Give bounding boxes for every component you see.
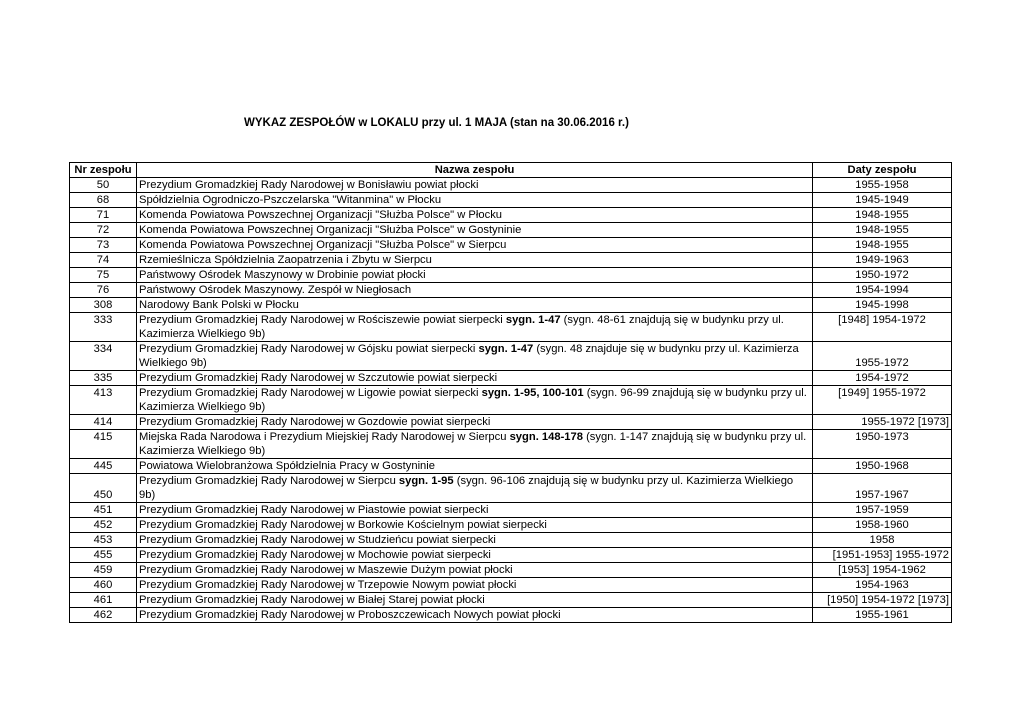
cell-nr: 50	[70, 178, 137, 193]
cell-dates: 1954-1972	[813, 371, 952, 386]
cell-dates: [1948] 1954-1972	[813, 313, 952, 342]
name-text: Prezydium Gromadzkiej Rady Narodowej w Ligowie powiat sierpecki	[139, 387, 482, 399]
cell-nr: 452	[70, 518, 137, 533]
cell-name: Komenda Powiatowa Powszechnej Organizacji "Służba Polsce" w Płocku	[137, 208, 813, 223]
table-row	[70, 548, 952, 563]
cell-nr: 71	[70, 208, 137, 223]
cell-name	[137, 342, 813, 371]
name-note: (sygn. 1-147 znajdują się w budynku przy ul. Kazimierza Wielkiego 9b)	[139, 431, 807, 457]
table-row	[70, 430, 952, 459]
cell-nr: 451	[70, 503, 137, 518]
cell-dates: 1955-1972	[813, 342, 952, 371]
cell-dates: 1950-1973	[813, 430, 952, 459]
name-note: (sygn. 48-61 znajdują się w budynku przy ul. Kazimierza Wielkiego 9b)	[139, 314, 784, 340]
cell-dates: 1948-1955	[813, 223, 952, 238]
table-row	[70, 178, 952, 193]
table-row	[70, 268, 952, 283]
signature-range: sygn. 1-47	[505, 314, 561, 326]
table-row	[70, 313, 952, 342]
cell-nr: 333	[70, 313, 137, 342]
table-header-row	[70, 163, 952, 178]
cell-name: Prezydium Gromadzkiej Rady Narodowej w Piastowie powiat sierpecki	[137, 503, 813, 518]
cell-dates: 1950-1972	[813, 268, 952, 283]
table-row	[70, 578, 952, 593]
cell-dates: 1945-1949	[813, 193, 952, 208]
table-row	[70, 608, 952, 623]
table-row	[70, 503, 952, 518]
cell-name: Spółdzielnia Ogrodniczo-Pszczelarska "Witanmina" w Płocku	[137, 193, 813, 208]
cell-name: Prezydium Gromadzkiej Rady Narodowej w Białej Starej powiat płocki	[137, 593, 813, 608]
document-title: WYKAZ ZESPOŁÓW w LOKALU przy ul. 1 MAJA (stan na 30.06.2016 r.)	[244, 117, 629, 129]
cell-name: Prezydium Gromadzkiej Rady Narodowej w Proboszczewicach Nowych powiat płocki	[137, 608, 813, 623]
cell-name: Prezydium Gromadzkiej Rady Narodowej w Studzieńcu powiat sierpecki	[137, 533, 813, 548]
table-row	[70, 223, 952, 238]
cell-name	[137, 430, 813, 459]
header-nr: Nr zespołu	[70, 163, 137, 178]
name-text: Miejska Rada Narodowa i Prezydium Miejskiej Rady Narodowej w Sierpcu	[139, 431, 510, 443]
table-row	[70, 193, 952, 208]
table-row	[70, 283, 952, 298]
cell-dates: [1950] 1954-1972 [1973]	[813, 593, 952, 608]
name-text: Prezydium Gromadzkiej Rady Narodowej w Sierpcu	[139, 475, 399, 487]
cell-nr: 308	[70, 298, 137, 313]
cell-nr: 413	[70, 386, 137, 415]
cell-name: Prezydium Gromadzkiej Rady Narodowej w Borkowie Kościelnym powiat sierpecki	[137, 518, 813, 533]
header-name: Nazwa zespołu	[137, 163, 813, 178]
cell-name: Komenda Powiatowa Powszechnej Organizacji "Służba Polsce" w Gostyninie	[137, 223, 813, 238]
cell-nr: 72	[70, 223, 137, 238]
cell-dates: 1957-1959	[813, 503, 952, 518]
name-text: Prezydium Gromadzkiej Rady Narodowej w Gójsku powiat sierpecki	[139, 343, 479, 355]
table-row	[70, 208, 952, 223]
cell-name: Prezydium Gromadzkiej Rady Narodowej w Mochowie powiat sierpecki	[137, 548, 813, 563]
cell-nr: 414	[70, 415, 137, 430]
signature-range: sygn. 148-178	[509, 431, 583, 443]
cell-dates: 1958	[813, 533, 952, 548]
cell-dates: 1957-1967	[813, 474, 952, 503]
signature-range: sygn. 1-95	[398, 475, 454, 487]
table-row	[70, 253, 952, 268]
table-row	[70, 474, 952, 503]
fonds-table	[69, 162, 952, 623]
cell-dates: 1955-1961	[813, 608, 952, 623]
cell-dates: 1954-1963	[813, 578, 952, 593]
cell-nr: 461	[70, 593, 137, 608]
cell-nr: 415	[70, 430, 137, 459]
table-row	[70, 533, 952, 548]
cell-nr: 453	[70, 533, 137, 548]
cell-dates: 1958-1960	[813, 518, 952, 533]
cell-dates: [1953] 1954-1962	[813, 563, 952, 578]
name-note: (sygn. 48 znajduje się w budynku przy ul. Kazimierza Wielkiego 9b)	[139, 343, 799, 369]
cell-name: Powiatowa Wielobranżowa Spółdzielnia Pracy w Gostyninie	[137, 459, 813, 474]
cell-name: Prezydium Gromadzkiej Rady Narodowej w Bonisławiu powiat płocki	[137, 178, 813, 193]
cell-dates: 1949-1963	[813, 253, 952, 268]
cell-nr: 334	[70, 342, 137, 371]
cell-nr: 75	[70, 268, 137, 283]
cell-name: Rzemieślnicza Spółdzielnia Zaopatrzenia i Zbytu w Sierpcu	[137, 253, 813, 268]
cell-name: Prezydium Gromadzkiej Rady Narodowej w Gozdowie powiat sierpecki	[137, 415, 813, 430]
cell-nr: 76	[70, 283, 137, 298]
table-row	[70, 593, 952, 608]
cell-dates: 1955-1958	[813, 178, 952, 193]
cell-nr: 74	[70, 253, 137, 268]
table-row	[70, 386, 952, 415]
signature-range: sygn. 1-47	[478, 343, 534, 355]
table-row	[70, 342, 952, 371]
cell-name: Prezydium Gromadzkiej Rady Narodowej w Trzepowie Nowym powiat płocki	[137, 578, 813, 593]
cell-nr: 459	[70, 563, 137, 578]
cell-dates: [1951-1953] 1955-1972	[813, 548, 952, 563]
cell-nr: 450	[70, 474, 137, 503]
cell-nr: 455	[70, 548, 137, 563]
cell-name	[137, 313, 813, 342]
table-row	[70, 238, 952, 253]
cell-nr: 73	[70, 238, 137, 253]
cell-dates: 1945-1998	[813, 298, 952, 313]
cell-dates: 1954-1994	[813, 283, 952, 298]
cell-dates: 1950-1968	[813, 459, 952, 474]
cell-dates: 1948-1955	[813, 238, 952, 253]
cell-name	[137, 386, 813, 415]
signature-range: sygn. 1-95, 100-101	[481, 387, 584, 399]
header-dates: Daty zespołu	[813, 163, 952, 178]
table-row	[70, 563, 952, 578]
cell-name: Państwowy Ośrodek Maszynowy w Drobinie powiat płocki	[137, 268, 813, 283]
cell-name	[137, 474, 813, 503]
cell-nr: 445	[70, 459, 137, 474]
cell-name: Prezydium Gromadzkiej Rady Narodowej w Maszewie Dużym powiat płocki	[137, 563, 813, 578]
name-note: (sygn. 96-106 znajdują się w budynku przy ul. Kazimierza Wielkiego 9b)	[139, 475, 794, 501]
cell-nr: 68	[70, 193, 137, 208]
table-row	[70, 518, 952, 533]
table-row	[70, 415, 952, 430]
cell-nr: 462	[70, 608, 137, 623]
cell-dates: 1955-1972 [1973]	[813, 415, 952, 430]
table-row	[70, 459, 952, 474]
cell-name: Narodowy Bank Polski w Płocku	[137, 298, 813, 313]
cell-nr: 460	[70, 578, 137, 593]
cell-dates: 1948-1955	[813, 208, 952, 223]
cell-nr: 335	[70, 371, 137, 386]
cell-name: Komenda Powiatowa Powszechnej Organizacji "Służba Polsce" w Sierpcu	[137, 238, 813, 253]
name-text: Prezydium Gromadzkiej Rady Narodowej w Rościszewie powiat sierpecki	[139, 314, 506, 326]
name-note: (sygn. 96-99 znajdują się w budynku przy ul. Kazimierza Wielkiego 9b)	[139, 387, 807, 413]
cell-dates: [1949] 1955-1972	[813, 386, 952, 415]
table-row	[70, 371, 952, 386]
cell-name: Prezydium Gromadzkiej Rady Narodowej w Szczutowie powiat sierpecki	[137, 371, 813, 386]
cell-name: Państwowy Ośrodek Maszynowy. Zespół w Niegłosach	[137, 283, 813, 298]
table-row	[70, 298, 952, 313]
